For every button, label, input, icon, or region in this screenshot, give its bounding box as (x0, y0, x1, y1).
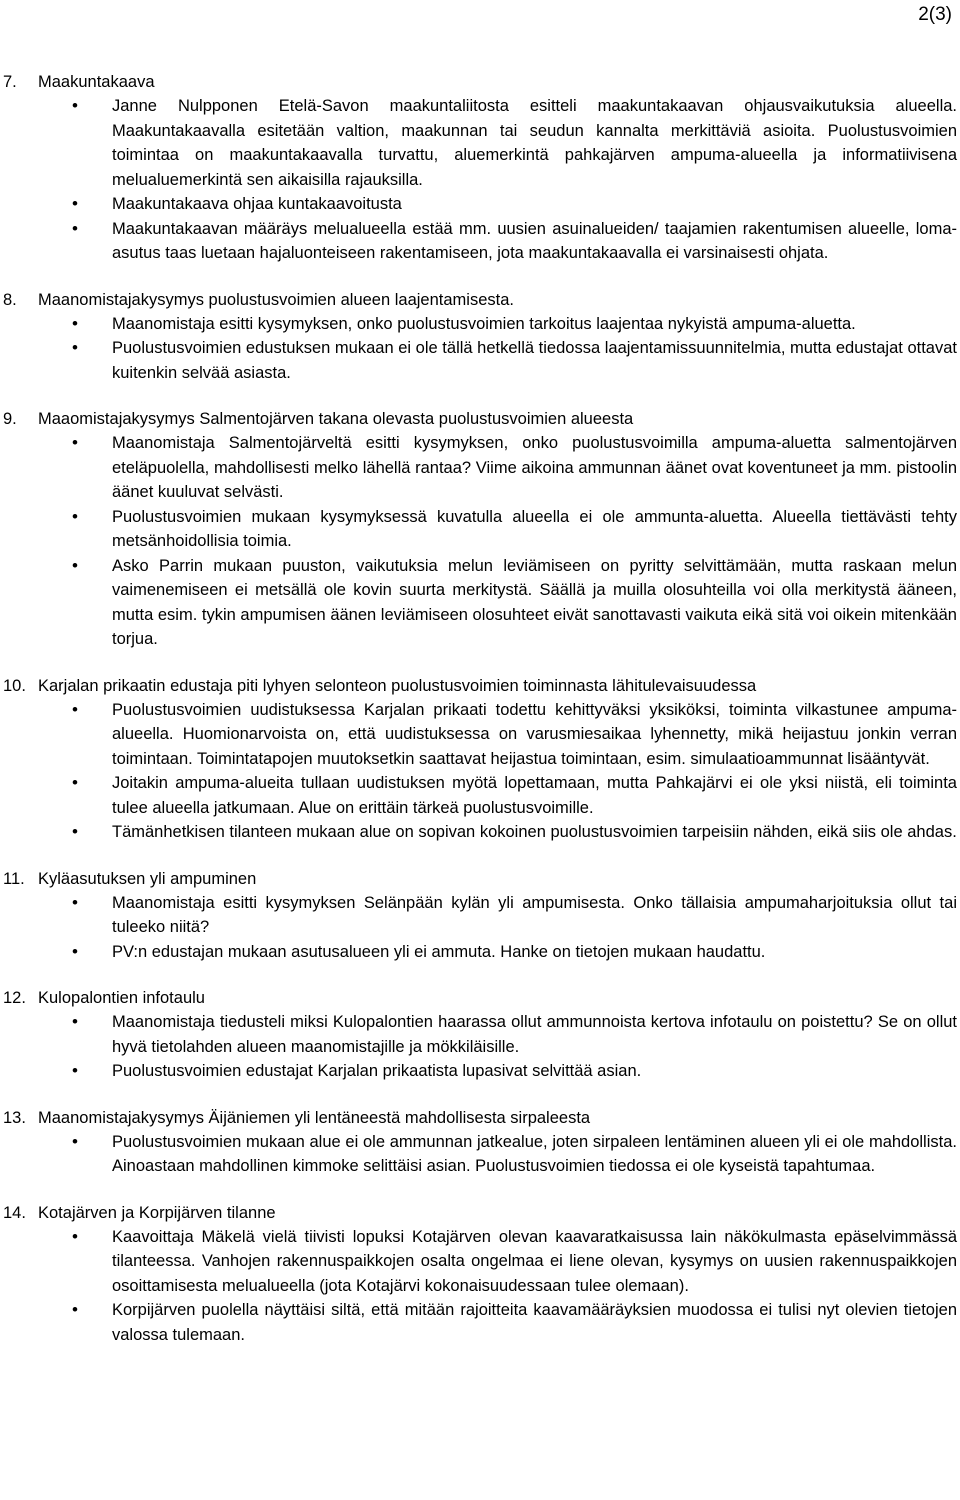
list-item (0, 505, 960, 554)
list-item (0, 312, 960, 337)
list-item-text: Joitakin ampuma-alueita tullaan uudistuksen myötä lopettamaan, mutta Pahkajärvi ei ole yksi niistä, eli toiminta tulee alueella jatkumaan. Alue on erittäin tärkeä puolustusvoimille. (112, 774, 957, 817)
section-title: Maakuntakaava (38, 73, 155, 91)
document-body (0, 70, 960, 1369)
list-item-text: Maakuntakaava ohjaa kuntakaavoitusta (112, 195, 402, 213)
section-title: Karjalan prikaatin edustaja piti lyhyen selonteon puolustusvoimien toiminnasta lähitulevaisuudessa (38, 676, 757, 695)
list-item-text: Maanomistaja tiedusteli miksi Kulopalontien haarassa ollut ammunnoista kertova infotaulu on poistettu? Se on ollut hyvä tietolahden alueen maanomistajille ja mökkiläisille. (112, 1013, 957, 1056)
list-item (0, 192, 960, 217)
list-item-text: Puolustusvoimien edustuksen mukaan ei ole tällä hetkellä tiedossa laajentamissuunnitelmia, mutta edustajat ottavat kuitenkin selvää asiasta. (112, 339, 957, 382)
list-item-text: Puolustusvoimien edustajat Karjalan prikaatista lupasivat selvittää asian. (112, 1062, 642, 1080)
list-item-text: Kaavoittaja Mäkelä vielä tiivisti lopuksi Kotajärven olevan kaavaratkaisussa lain näkökulmasta epäselvimmässä tilanteessa. Vanhojen rakennuspaikkojen osalta ongelmaa ei liene olevan, kysymys on uusien rakennuspaikkojen osoittamisesta melualueella (jota Kotajärvi kokonaisuudessaan tulee olemaan). (112, 1227, 957, 1295)
section-number: 12. (3, 989, 26, 1007)
bullet-list (0, 312, 960, 386)
section-heading (0, 288, 960, 312)
section-number: 9. (3, 410, 17, 428)
section-title: Kulopalontien infotaulu (38, 989, 205, 1007)
list-item (0, 1130, 960, 1179)
list-item (0, 771, 960, 820)
section (0, 70, 960, 266)
list-item-text: Puolustusvoimien mukaan kysymyksessä kuvatulla alueella ei ole ammunta-aluetta. Alueella tiettävästi tehty metsänhoidollisia toimia. (112, 507, 957, 550)
section-heading (0, 70, 960, 94)
bullet-icon (0, 940, 112, 965)
section-number: 7. (3, 73, 17, 91)
list-item-text: Korpijärven puolella näyttäisi siltä, että mitään rajoitteita kaavamääräyksien muodossa ei tulisi nyt olevien tietojen valossa tulemaan. (112, 1301, 957, 1344)
bullet-icon (0, 820, 112, 845)
list-item-text: Tämänhetkisen tilanteen mukaan alue on sopivan kokoinen puolustusvoimien tarpeisiin nähden, eikä siis ole ahdas. (112, 823, 957, 841)
section-heading (0, 1201, 960, 1225)
list-item-text: Puolustusvoimien mukaan alue ei ole ammunnan jatkealue, joten sirpaleen lentäminen alueen yli ei ole mahdollista. Ainoastaan mahdollinen kimmoke selittäisi asian. Puolustusvoimien tiedossa ei ole kyseistä tapahtumaa. (112, 1132, 957, 1175)
section (0, 1201, 960, 1348)
section (0, 288, 960, 386)
section-number: 14. (3, 1203, 26, 1222)
section-title: Kyläasutuksen yli ampuminen (38, 869, 257, 888)
list-item (0, 698, 960, 772)
list-item (0, 940, 960, 965)
section (0, 407, 960, 652)
bullet-icon (0, 217, 112, 266)
bullet-icon (0, 698, 112, 772)
bullet-icon (0, 1225, 112, 1299)
section-number: 8. (3, 290, 17, 309)
page-number: 2(3) (918, 4, 952, 25)
list-item (0, 431, 960, 505)
bullet-icon (0, 891, 112, 940)
section (0, 867, 960, 965)
list-item-text: Asko Parrin mukaan puuston, vaikutuksia melun leviämiseen on pyritty selvittämään, mutta raskaan melun vaimenemiseen ei metsällä ole kovin suurta merkitystä. Säällä ja muilla olosuhteilla voi olla merkitystä ääneen, mutta esim. tykin ampumisen äänen leviämiseen olosuhteet eivät sanottavasti vaikuta eikä sitä voi oikein mitenkään torjua. (112, 556, 957, 648)
list-item-text: Maanomistaja esitti kysymyksen, onko puolustusvoimien tarkoitus laajentaa nykyistä ampuma-aluetta. (112, 314, 856, 333)
bullet-icon (0, 431, 112, 505)
bullet-list (0, 1010, 960, 1084)
bullet-list (0, 698, 960, 845)
section-heading (0, 867, 960, 891)
section-heading (0, 986, 960, 1010)
list-item (0, 1298, 960, 1347)
section-heading (0, 1106, 960, 1130)
section-title: Kotajärven ja Korpijärven tilanne (38, 1203, 276, 1222)
list-item-text: Maanomistaja Salmentojärveltä esitti kysymyksen, onko puolustusvoimilla ampuma-aluetta salmentojärven eteläpuolella, mahdollisesti melko lähellä rantaa? Viime aikoina ammunnan äänet ovat koventuneet ja mm. pistoolin äänet kuuluvat selvästi. (112, 434, 957, 501)
bullet-icon (0, 505, 112, 554)
bullet-icon (0, 1010, 112, 1059)
list-item-text: Maakuntakaavan määräys melualueella estää mm. uusien asuinalueiden/ taajamien rakentumisen alueelle, loma-asutus taas luetaan hajaluonteiseen rakentamiseen, jota maakuntakaavalla ei varsinaisesti ohjata. (112, 219, 957, 262)
bullet-icon (0, 336, 112, 385)
section-heading (0, 407, 960, 431)
bullet-list (0, 431, 960, 652)
section-number: 13. (3, 1108, 26, 1127)
bullet-icon (0, 771, 112, 820)
list-item (0, 820, 960, 845)
list-item-text: Maanomistaja esitti kysymyksen Selänpään kylän yli ampumisesta. Onko tällaisia ampumaharjoituksia ollut tai tuleeko niitä? (112, 893, 957, 936)
list-item-text: PV:n edustajan mukaan asutusalueen yli ei ammuta. Hanke on tietojen mukaan haudattu. (112, 942, 766, 961)
list-item (0, 94, 960, 192)
bullet-icon (0, 1298, 112, 1347)
bullet-list (0, 891, 960, 965)
section-heading (0, 674, 960, 698)
bullet-list (0, 94, 960, 266)
bullet-icon (0, 1130, 112, 1179)
list-item (0, 1010, 960, 1059)
list-item (0, 217, 960, 266)
bullet-icon (0, 94, 112, 192)
list-item (0, 1059, 960, 1084)
bullet-list (0, 1225, 960, 1348)
section (0, 1106, 960, 1179)
list-item (0, 336, 960, 385)
list-item (0, 1225, 960, 1299)
bullet-icon (0, 554, 112, 652)
section-title: Maanomistajakysymys Äijäniemen yli lentäneestä mahdollisesta sirpaleesta (38, 1108, 591, 1127)
bullet-icon (0, 192, 112, 217)
section-title: Maaomistajakysymys Salmentojärven takana olevasta puolustusvoimien alueesta (38, 410, 634, 428)
list-item (0, 554, 960, 652)
bullet-icon (0, 1059, 112, 1084)
bullet-icon (0, 312, 112, 337)
bullet-list (0, 1130, 960, 1179)
list-item-text: Puolustusvoimien uudistuksessa Karjalan prikaati todettu kehittyväksi yksiköksi, toiminta vilkastunee ampuma-alueella. Huomionarvoista on, että uudistuksessa on varusmiesaikaa lyhennetty, mikä heijastuu jonkin verran toimintaan. Toimintatapojen muutoksetkin saattavat heijastua toimintaan, esim. simulaatioammunnat lisääntyvät. (112, 700, 957, 768)
list-item-text: Janne Nulpponen Etelä-Savon maakuntaliitosta esitteli maakuntakaavan ohjausvaikutuksia alueella. Maakuntakaavalla esitetään valtion, maakunnan tai seudun kannalta merkittäviä asioita. Puolustusvoimien toimintaa on maakuntakaavalla turvattu, aluemerkintä pahkajärven ampuma-alueella ja informatiivisena melualuemerkintä sen aikaisilla rajauksilla. (112, 97, 957, 189)
section-number: 10. (3, 676, 26, 695)
section (0, 674, 960, 845)
list-item (0, 891, 960, 940)
section-number: 11. (3, 869, 25, 888)
section (0, 986, 960, 1084)
section-title: Maanomistajakysymys puolustusvoimien alueen laajentamisesta. (38, 290, 514, 309)
